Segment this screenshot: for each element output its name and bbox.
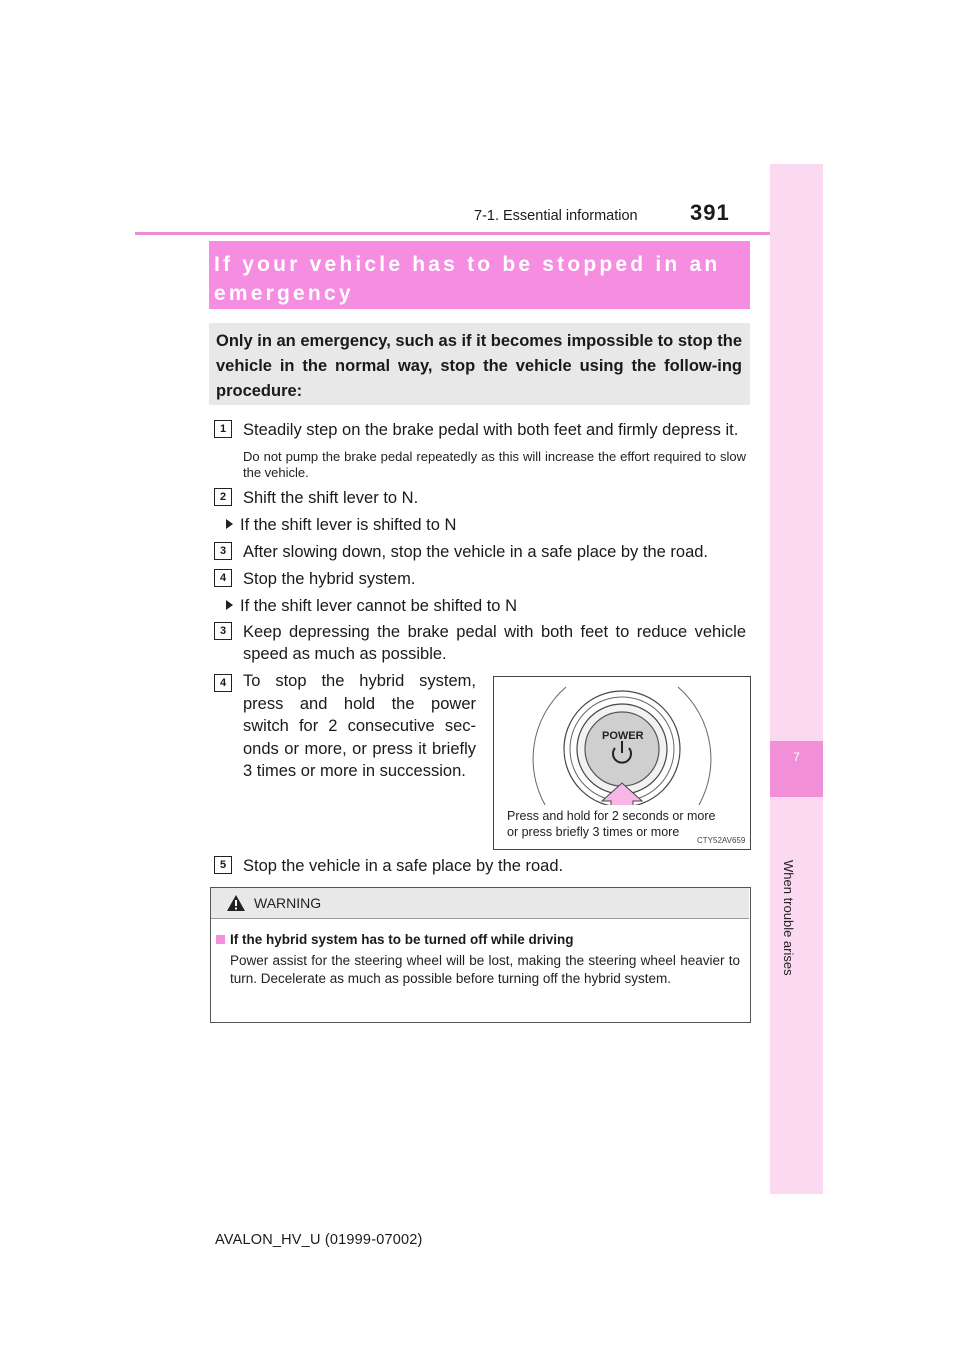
warning-label: WARNING: [254, 895, 322, 911]
branch-label: If the shift lever is shifted to N: [240, 516, 457, 534]
figure-caption-line: or press briefly 3 times or more: [507, 825, 680, 839]
warning-body: Power assist for the steering wheel will be lost, making the steering wheel heavier to turn. Decelerate as much as possible before turning off the hybrid system.: [230, 953, 740, 986]
step-text: Steadily step on the brake pedal with both feet and firmly depress it.: [243, 421, 739, 439]
step-text: After slowing down, stop the vehicle in a safe place by the road.: [243, 543, 709, 561]
chapter-label: When trouble arises: [781, 860, 796, 976]
step-text: Keep depressing the brake pedal with both feet to reduce vehicle speed as much as possible.: [243, 623, 746, 663]
step-number: 3: [214, 622, 232, 640]
section-heading: 7-1. Essential information: [474, 208, 638, 224]
header-rule: [135, 232, 823, 235]
intro-text: Only in an emergency, such as if it becomes impossible to stop the vehicle in the normal way, stop the vehicle using the follow-ing procedure:: [216, 332, 742, 400]
chapter-label-container: [772, 860, 822, 980]
power-button-label: POWER: [602, 730, 644, 742]
branch-heading: [226, 514, 456, 536]
step-number: 2: [214, 488, 232, 506]
step-text: Shift the shift lever to N.: [243, 489, 419, 507]
step-number: 4: [214, 569, 232, 587]
square-bullet-icon: [216, 935, 225, 944]
warning-title: [216, 932, 574, 947]
step-text: Stop the hybrid system.: [243, 570, 416, 588]
chapter-number: 7: [793, 750, 800, 764]
warning-icon: [226, 894, 246, 912]
outer-arc-left: [533, 687, 566, 813]
figure-caption-line: Press and hold for 2 seconds or more: [507, 809, 716, 823]
step-text: Stop the vehicle in a safe place by the road.: [243, 857, 564, 875]
branch-heading: [226, 595, 517, 617]
branch-label: If the shift lever cannot be shifted to N: [240, 597, 517, 615]
side-band: [770, 164, 823, 1194]
warning-title-text: If the hybrid system has to be turned off while driving: [230, 932, 574, 947]
step-number: 1: [214, 420, 232, 438]
footer-code: AVALON_HV_U (01999-07002): [215, 1232, 423, 1248]
triangle-right-icon: [226, 600, 233, 610]
step-number: 3: [214, 542, 232, 560]
outer-arc-right: [678, 687, 711, 813]
figure-code: CTY52AV659: [697, 836, 746, 845]
page-number: 391: [690, 200, 730, 225]
step-note: Do not pump the brake pedal repeatedly as this will increase the effort required to slow the vehicle.: [243, 449, 746, 480]
step-number: 4: [214, 674, 232, 692]
page-title: If your vehicle has to be stopped in an emergency: [214, 253, 721, 305]
step-number: 5: [214, 856, 232, 874]
triangle-right-icon: [226, 519, 233, 529]
figure-caption: [507, 808, 715, 840]
step-text: To stop the hybrid system, press and hold the power switch for 2 consecutive sec-onds or more, or press it briefly 3 times or more in succession.: [243, 672, 476, 780]
